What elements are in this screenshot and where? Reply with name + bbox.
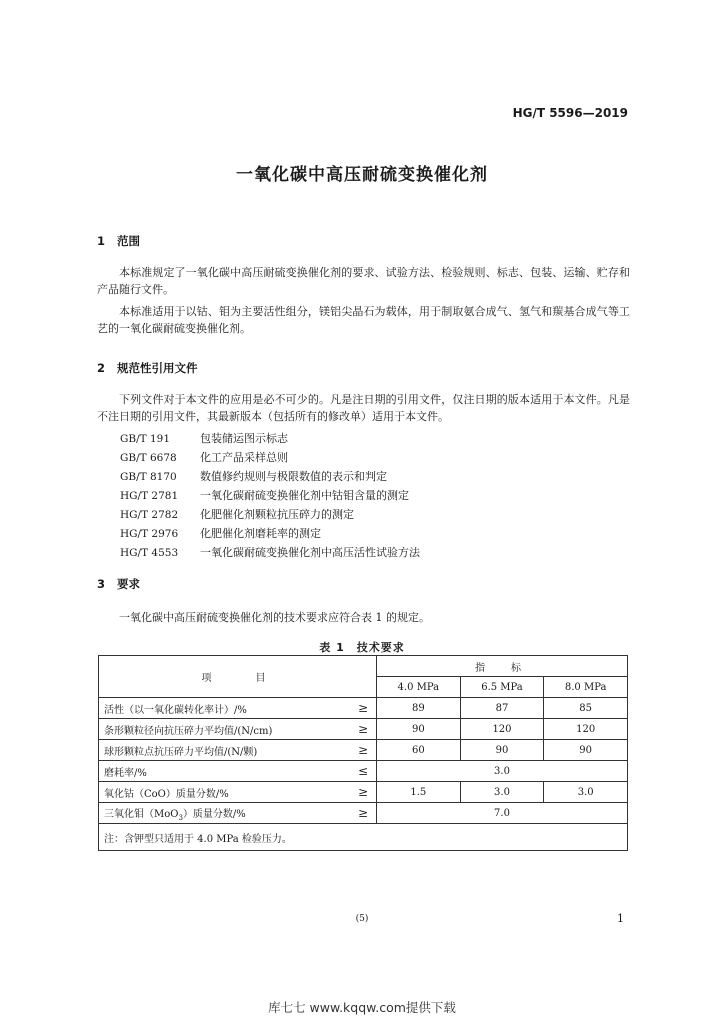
row-symbol: ≥ — [349, 803, 377, 824]
reference-name: 化肥催化剂颗粒抗压碎力的测定 — [200, 508, 354, 521]
row-symbol: ≤ — [349, 761, 377, 782]
row-value-merged: 7.0 — [377, 803, 628, 824]
reference-item — [120, 430, 288, 448]
download-watermark: 库七七 www.kqqw.com提供下载 — [268, 1000, 456, 1015]
row-item: 氧化钴（CoO）质量分数/% — [99, 782, 350, 803]
row-value: 89 — [377, 698, 461, 719]
section-1-title: 范围 — [117, 234, 140, 248]
row-item: 活性（以一氧化碳转化率计）/% — [99, 698, 350, 719]
page-number: 1 — [617, 912, 624, 925]
reference-code: GB/T 8170 — [120, 471, 177, 483]
pressure-header: 8.0 MPa — [544, 677, 628, 698]
reference-item — [120, 449, 288, 467]
table-row — [99, 761, 628, 782]
pressure-header: 6.5 MPa — [460, 677, 544, 698]
section-2-heading — [97, 360, 198, 376]
pressure-header: 4.0 MPa — [377, 677, 461, 698]
section-3-number: 3 — [97, 577, 106, 591]
reference-name: 化工产品采样总则 — [200, 451, 288, 464]
row-value-merged: 3.0 — [377, 761, 628, 782]
row-item — [99, 803, 350, 824]
row-item-text: 三氧化钼（MoO — [104, 808, 179, 820]
table-row — [99, 740, 628, 761]
row-value: 85 — [544, 698, 628, 719]
index-column-header: 指 标 — [377, 656, 628, 677]
section-1-number: 1 — [97, 234, 106, 248]
reference-item — [120, 487, 409, 505]
row-symbol: ≥ — [349, 698, 377, 719]
row-item: 条形颗粒径向抗压碎力平均值/(N/cm) — [99, 719, 350, 740]
reference-name: 一氧化碳耐硫变换催化剂中钴钼含量的测定 — [200, 489, 409, 502]
section-2-paragraph: 下列文件对于本文件的应用是必不可少的。凡是注日期的引用文件，仅注日期的版本适用于本文件。凡是不注日期的引用文件，其最新版本（包括所有的修改单）适用于本文件。 — [97, 393, 630, 423]
section-1-paragraph-1: 本标准规定了一氧化碳中高压耐硫变换催化剂的要求、试验方法、检验规则、标志、包装、运输、贮存和产品随行文件。 — [97, 266, 630, 296]
row-value: 1.5 — [377, 782, 461, 803]
row-value: 3.0 — [460, 782, 544, 803]
table-row — [99, 698, 628, 719]
reference-name: 包装储运图示标志 — [200, 432, 288, 445]
section-1-heading — [97, 233, 140, 249]
document-title: 一氧化碳中高压耐硫变换催化剂 — [236, 165, 488, 185]
row-value: 60 — [377, 740, 461, 761]
row-symbol: ≥ — [349, 740, 377, 761]
row-item-subscript: 3 — [178, 813, 183, 822]
reference-code: HG/T 2782 — [120, 509, 179, 521]
table-1-caption: 表 1 技术要求 — [319, 641, 405, 654]
row-symbol: ≥ — [349, 719, 377, 740]
reference-name: 数值修约规则与极限数值的表示和判定 — [200, 470, 387, 483]
section-2-number: 2 — [97, 361, 106, 375]
table-row — [99, 803, 628, 824]
reference-item — [120, 525, 321, 543]
section-1-paragraph-2: 本标准适用于以钴、钼为主要活性组分，镁铝尖晶石为载体，用于制取氨合成气、氢气和羰基合成气等工艺的一氧化碳耐硫变换催化剂。 — [97, 305, 630, 335]
row-value: 120 — [544, 719, 628, 740]
table-row — [99, 782, 628, 803]
section-3-heading — [97, 576, 140, 592]
row-value: 3.0 — [544, 782, 628, 803]
row-item-text: ）质量分数/% — [182, 808, 246, 820]
reference-code: HG/T 4553 — [120, 547, 179, 559]
section-3-title: 要求 — [117, 577, 140, 591]
row-symbol: ≥ — [349, 782, 377, 803]
row-value: 90 — [544, 740, 628, 761]
section-2-title: 规范性引用文件 — [117, 361, 198, 375]
reference-item — [120, 468, 387, 486]
reference-item — [120, 544, 420, 562]
row-value: 87 — [460, 698, 544, 719]
reference-name: 一氧化碳耐硫变换催化剂中高压活性试验方法 — [200, 546, 420, 559]
reference-code: HG/T 2781 — [120, 490, 179, 502]
footer-sheet-number: (5) — [355, 914, 369, 924]
row-value: 90 — [377, 719, 461, 740]
document-code: HG/T 5596—2019 — [512, 106, 628, 120]
section-3-paragraph: 一氧化碳中高压耐硫变换催化剂的技术要求应符合表 1 的规定。 — [119, 611, 430, 624]
row-value: 120 — [460, 719, 544, 740]
reference-code: HG/T 2976 — [120, 528, 179, 540]
table-row — [99, 719, 628, 740]
row-item: 球形颗粒点抗压碎力平均值/(N/颗) — [99, 740, 350, 761]
table-note: 注：含钾型只适用于 4.0 MPa 检验压力。 — [99, 824, 628, 851]
technical-requirements-table — [98, 655, 628, 851]
reference-code: GB/T 191 — [120, 433, 171, 445]
row-value: 90 — [460, 740, 544, 761]
row-item: 磨耗率/% — [99, 761, 350, 782]
reference-code: GB/T 6678 — [120, 452, 177, 464]
reference-item — [120, 506, 354, 524]
reference-name: 化肥催化剂磨耗率的测定 — [200, 527, 321, 540]
item-column-header: 项 目 — [99, 656, 377, 698]
